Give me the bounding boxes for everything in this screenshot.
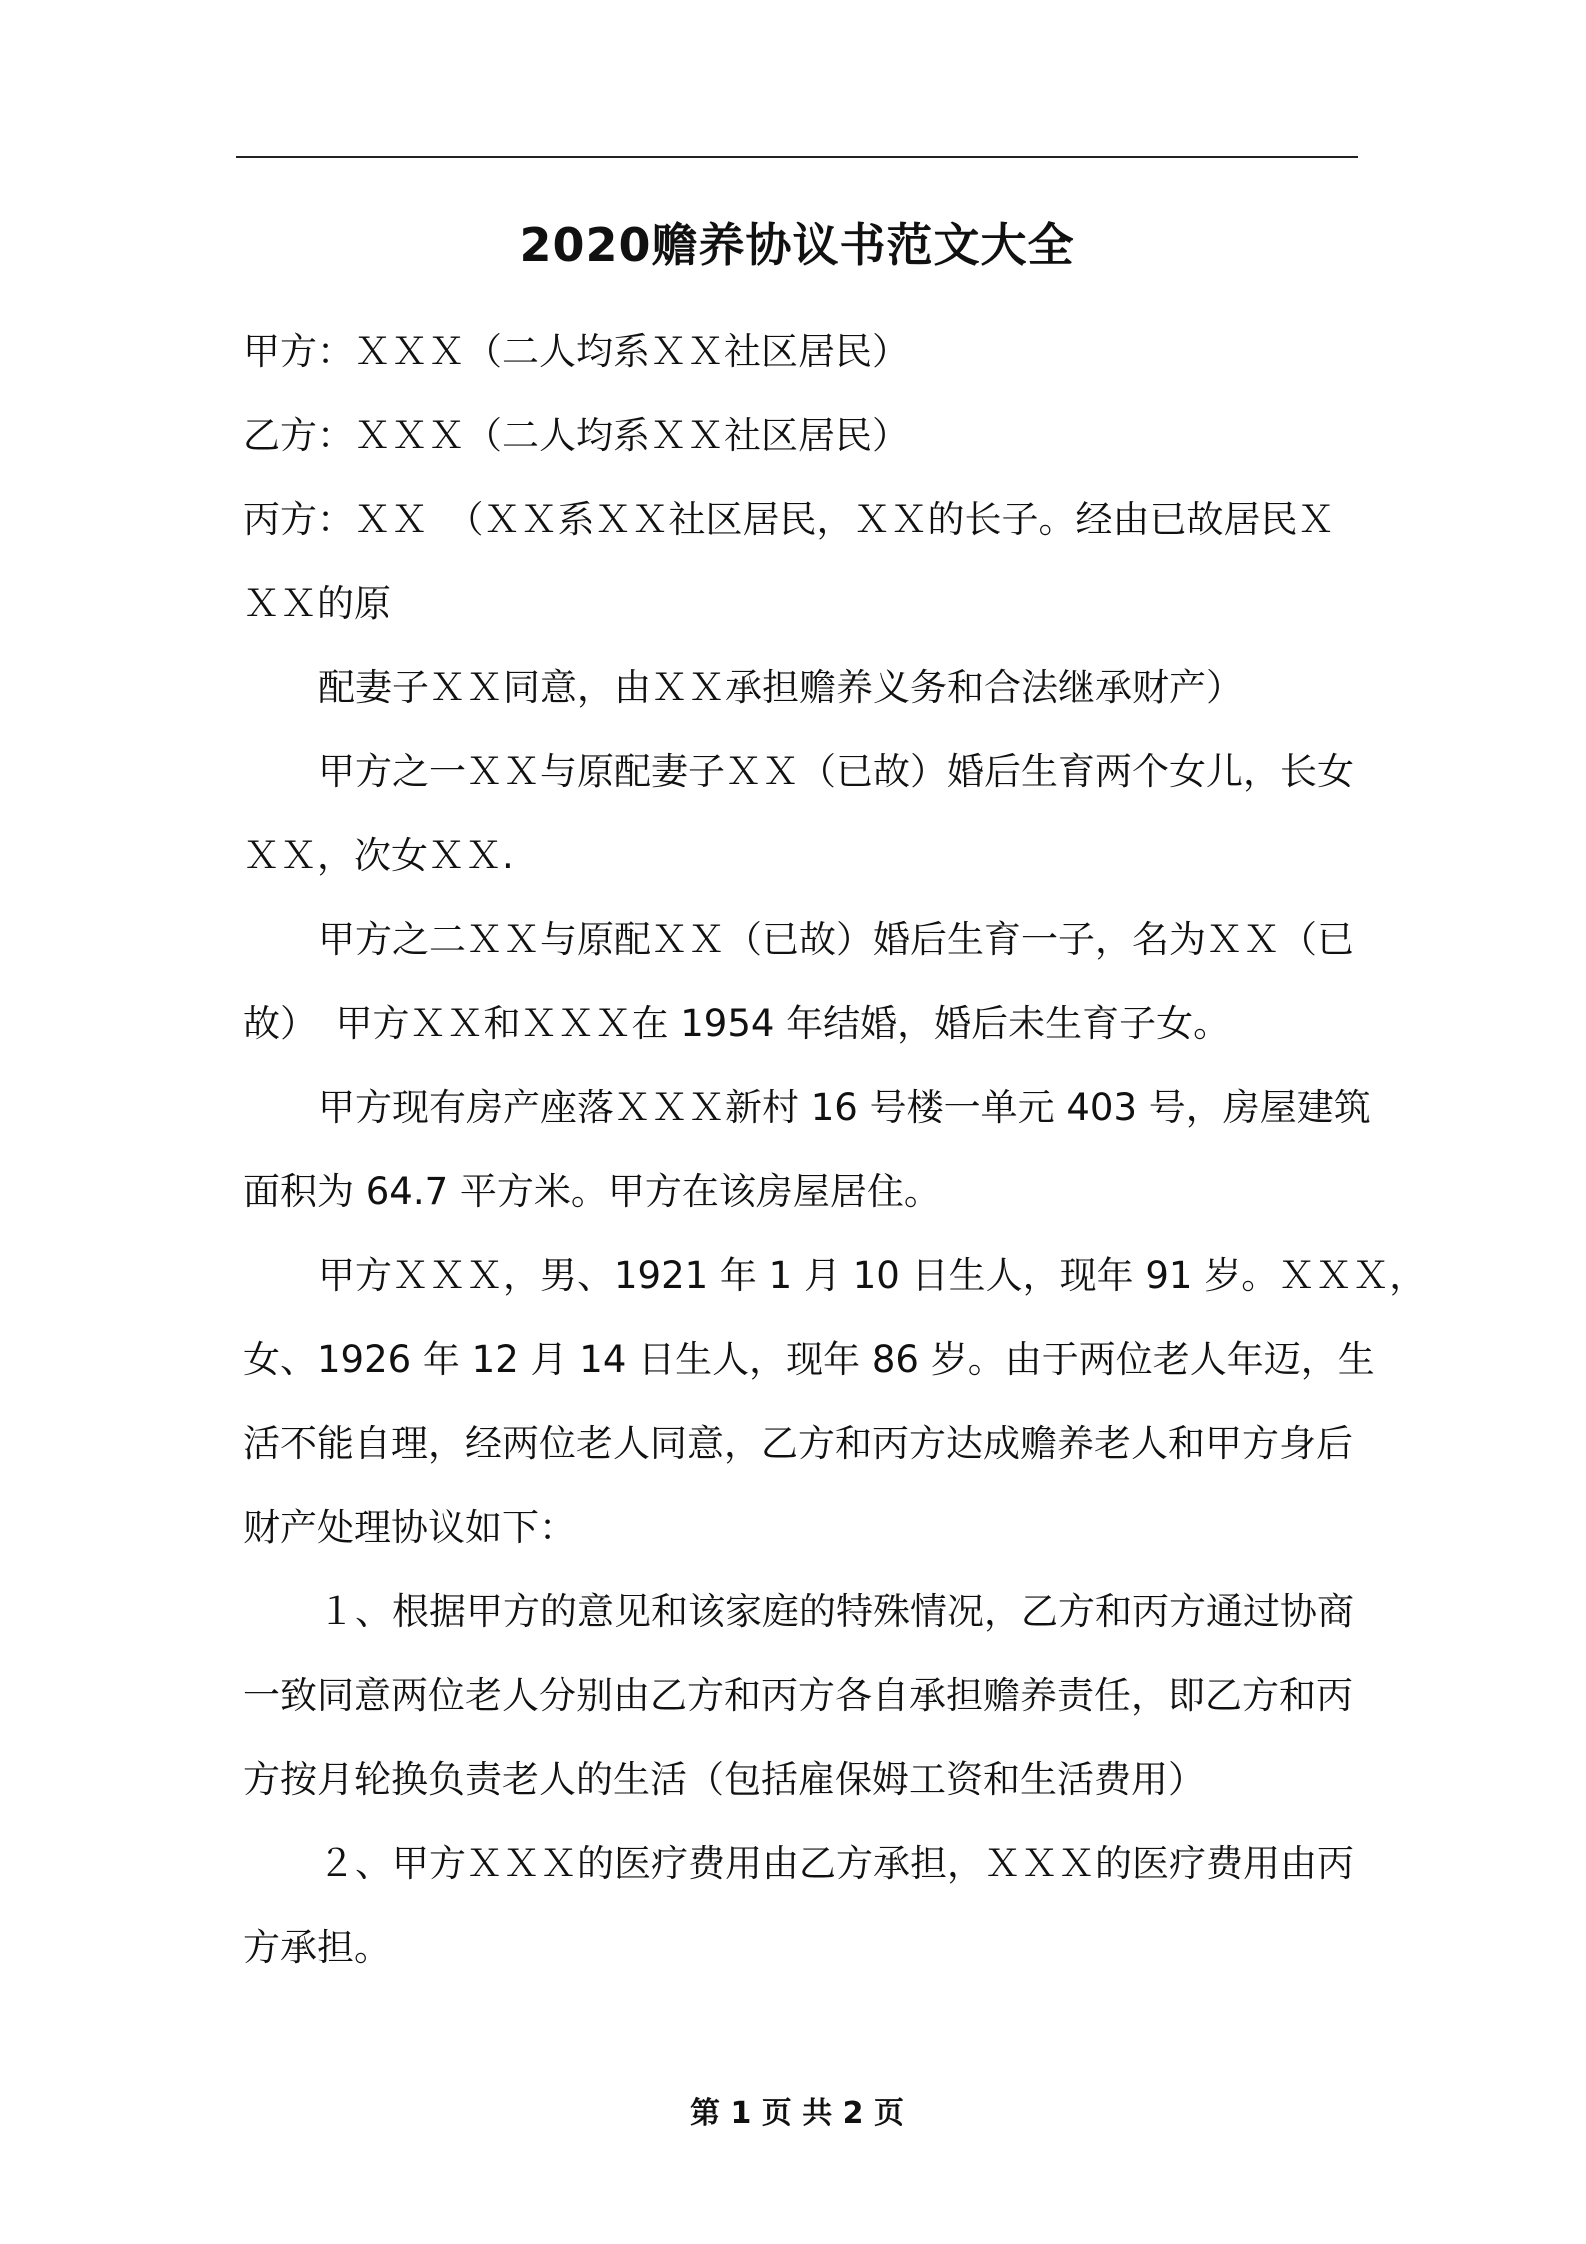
text-line: 甲方之一ＸＸ与原配妻子ＸＸ（已故）婚后生育两个女儿，长女 (318, 750, 1354, 793)
document-title: 2020赡养协议书范文大全 (519, 218, 1075, 272)
text-line: 方按月轮换负责老人的生活（包括雇保姆工资和生活费用） (243, 1758, 1205, 1801)
page-number: 第 1 页 共 2 页 (690, 2096, 904, 2131)
text-line: １、根据甲方的意见和该家庭的特殊情况，乙方和丙方通过协商 (318, 1590, 1354, 1633)
header-rule (236, 156, 1358, 158)
text-line: 甲方现有房产座落ＸＸＸ新村 16 号楼一单元 403 号，房屋建筑 (318, 1086, 1371, 1129)
text-line: 甲方：ＸＸＸ（二人均系ＸＸ社区居民） (243, 330, 909, 373)
text-line: 面积为 64.7 平方米。甲方在该房屋居住。 (243, 1170, 941, 1213)
text-line: ＸＸ，次女ＸＸ. (243, 834, 514, 877)
text-line: 故） 甲方ＸＸ和ＸＸＸ在 1954 年结婚，婚后未生育子女。 (243, 1002, 1231, 1045)
text-line: ＸＸ的原 (243, 582, 391, 625)
text-line: 甲方ＸＸＸ，男、1921 年 1 月 10 日生人，现年 91 岁。ＸＸＸ， (318, 1254, 1427, 1297)
text-line: 方承担。 (243, 1926, 391, 1969)
text-line: 一致同意两位老人分别由乙方和丙方各自承担赡养责任，即乙方和丙 (243, 1674, 1353, 1717)
text-line: 乙方：ＸＸＸ（二人均系ＸＸ社区居民） (243, 414, 909, 457)
text-line: 活不能自理，经两位老人同意，乙方和丙方达成赡养老人和甲方身后 (243, 1422, 1353, 1465)
text-line: 丙方：ＸＸ （ＸＸ系ＸＸ社区居民，ＸＸ的长子。经由已故居民Ｘ (243, 498, 1335, 541)
text-line: 女、1926 年 12 月 14 日生人，现年 86 岁。由于两位老人年迈，生 (243, 1338, 1375, 1381)
text-line: 甲方之二ＸＸ与原配ＸＸ（已故）婚后生育一子，名为ＸＸ（已 (318, 918, 1354, 961)
text-line: 财产处理协议如下： (243, 1506, 576, 1549)
text-line: ２、甲方ＸＸＸ的医疗费用由乙方承担，ＸＸＸ的医疗费用由丙 (318, 1842, 1354, 1885)
text-line: 配妻子ＸＸ同意，由ＸＸ承担赡养义务和合法继承财产） (318, 666, 1243, 709)
